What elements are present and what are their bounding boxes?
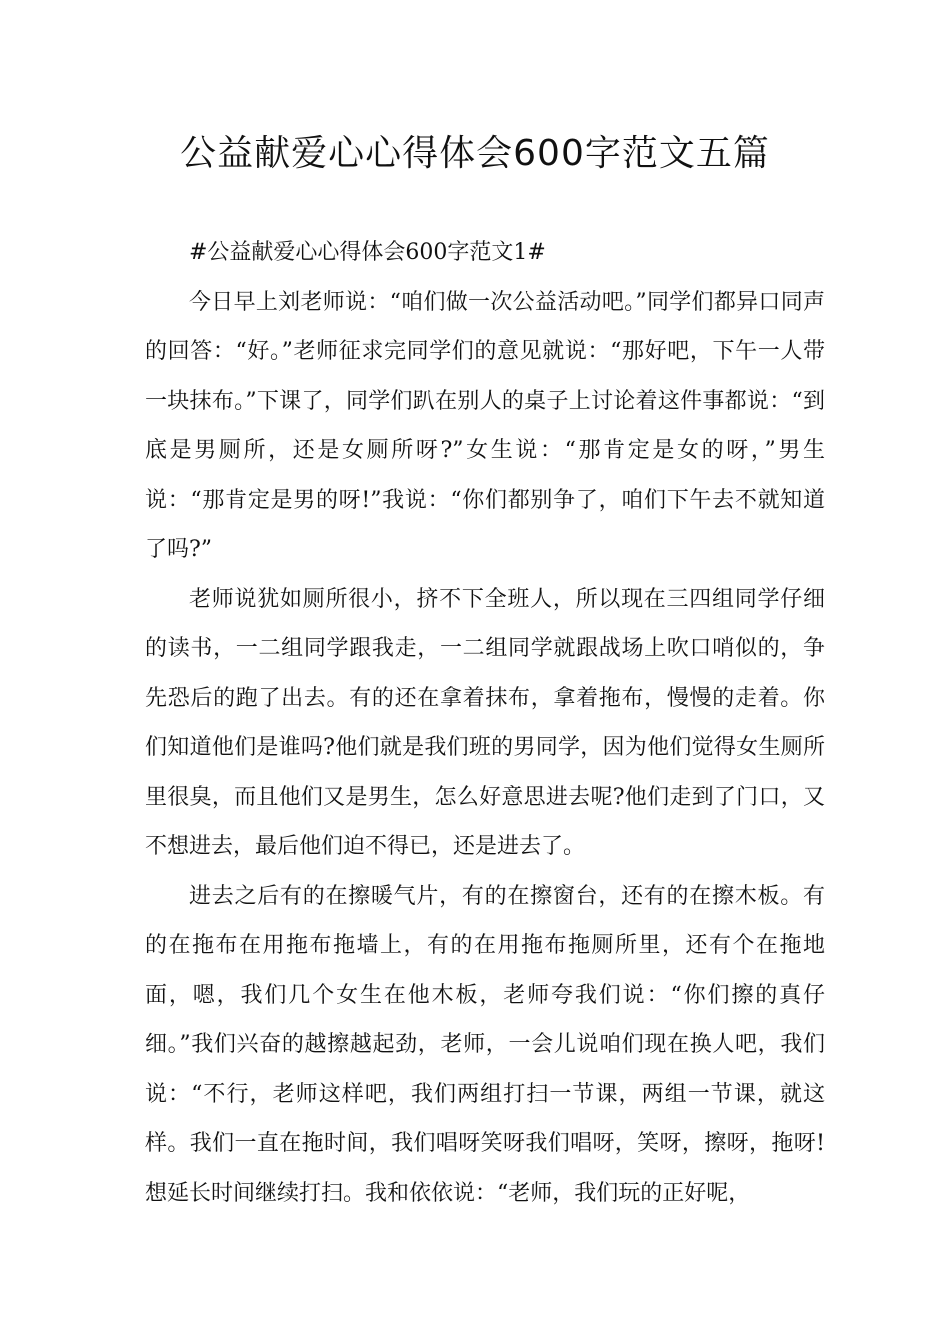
paragraph-3: 进去之后有的在擦暖气片，有的在擦窗台，还有的在擦木板。有的在拖布在用拖布拖墙上，有的在用拖布拖厕所里，还有个在拖地面，嗯，我们几个女生在他木板，老师夸我们说：“你们擦的真仔细。”我们兴奋的越擦越起劲，老师，一会儿说咱们现在换人吧，我们说：“不行，老师这样吧，我们两组打扫一节课，两组一节课，就这样。我们一直在拖时间，我们唱呀笑呀我们唱呀，笑呀，擦呀，拖呀!想延长时间继续打扫。我和依依说：“老师，我们玩的正好呢， [145,883,825,1206]
section-heading: #公益献爱心心得体会600字范文1# [189,240,546,265]
document-body [145,228,825,1218]
paragraph-2: 老师说犹如厕所很小，挤不下全班人，所以现在三四组同学仔细的读书，一二组同学跟我走，一二组同学就跟战场上吹口哨似的，争先恐后的跑了出去。有的还在拿着抹布，拿着拖布，慢慢的走着。你们知道他们是谁吗?他们就是我们班的男同学，因为他们觉得女生厕所里很臭，而且他们又是男生，怎么好意思进去呢?他们走到了门口，又不想进去，最后他们迫不得已，还是进去了。 [145,586,825,859]
paragraph-1: 今日早上刘老师说：“咱们做一次公益活动吧。”同学们都异口同声的回答：“好。”老师征求完同学们的意见就说：“那好吧，下午一人带一块抹布。”下课了，同学们趴在别人的桌子上讨论着这件事都说：“到底是男厕所，还是女厕所呀?”女生说：“那肯定是女的呀，”男生说：“那肯定是男的呀!”我说：“你们都别争了，咱们下午去不就知道了吗?” [145,289,825,562]
document-title: 公益献爱心心得体会600字范文五篇 [180,133,770,174]
